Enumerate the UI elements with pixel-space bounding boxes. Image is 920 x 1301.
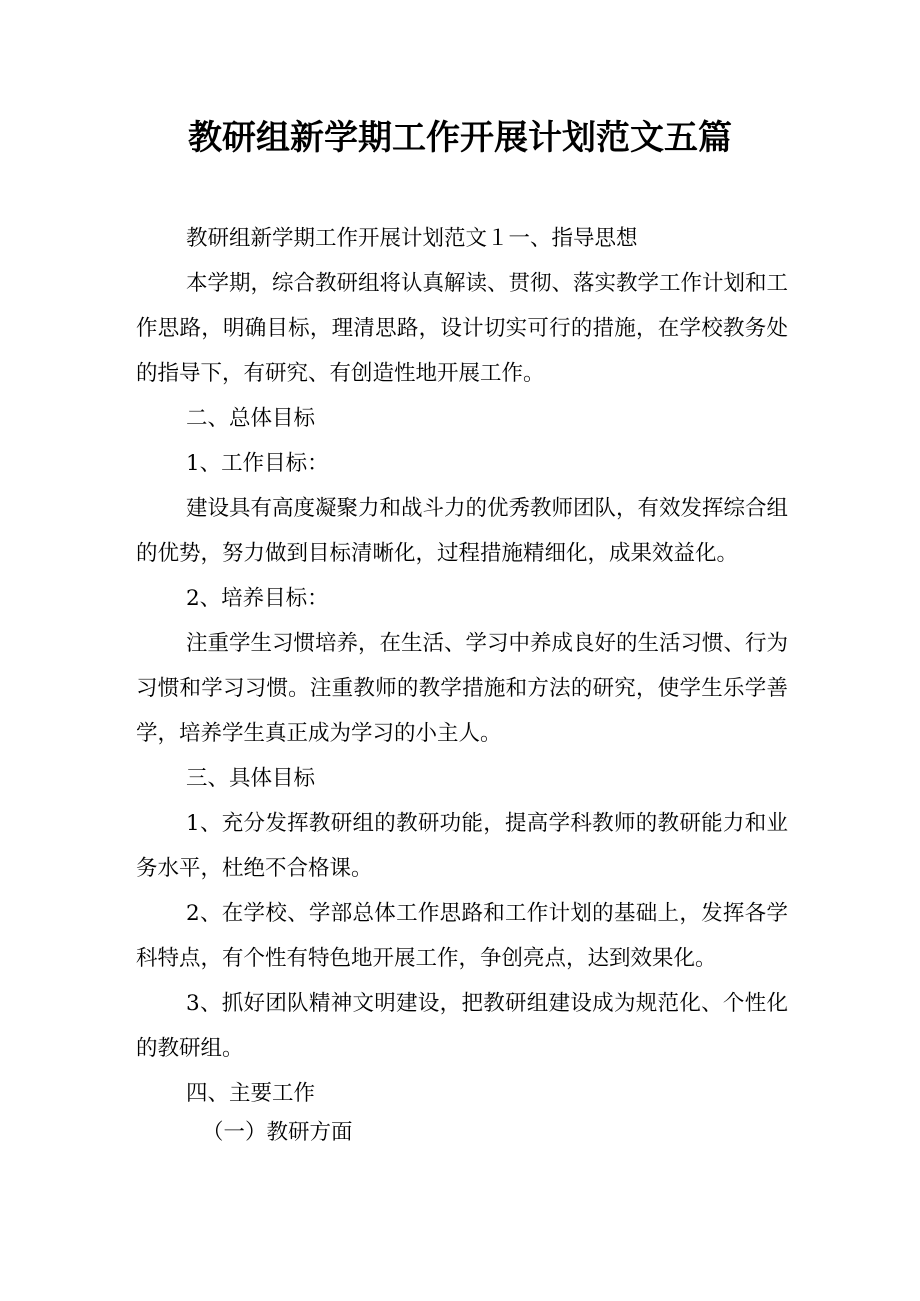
paragraph-specific-goal-1: 1、充分发挥教研组的教研功能，提高学科教师的教研能力和业务水平，杜绝不合格课。 xyxy=(136,811,788,881)
document-body xyxy=(136,216,788,1150)
subheading-work-goals: 1、工作目标： xyxy=(186,451,329,476)
paragraph-work-goals: 建设具有高度凝聚力和战斗力的优秀教师团队，有效发挥综合组的优势，努力做到目标清晰化，过程措施精细化，成果效益化。 xyxy=(136,496,789,566)
section-heading-specific-goals: 三、具体目标 xyxy=(186,766,316,791)
paragraph-training-goals: 注重学生习惯培养，在生活、学习中养成良好的生活习惯、行为习惯和学习习惯。注重教师的教学措施和方法的研究，使学生乐学善学，培养学生真正成为学习的小主人。 xyxy=(136,631,789,746)
section-heading-main-work: 四、主要工作 xyxy=(186,1081,316,1106)
paragraph-specific-goal-2: 2、在学校、学部总体工作思路和工作计划的基础上，发挥各学科特点，有个性有特色地开展工作，争创亮点，达到效果化。 xyxy=(136,901,788,971)
section-heading-overall-goals: 二、总体目标 xyxy=(186,406,316,431)
paragraph-specific-goal-3: 3、抓好团队精神文明建设，把教研组建设成为规范化、个性化的教研组。 xyxy=(136,991,788,1061)
subheading-training-goals: 2、培养目标： xyxy=(186,586,329,611)
paragraph-intro-heading: 教研组新学期工作开展计划范文１一、指导思想 xyxy=(186,226,638,251)
document-title: 教研组新学期工作开展计划范文五篇 xyxy=(188,118,732,158)
paragraph-guiding-ideology: 本学期，综合教研组将认真解读、贯彻、落实教学工作计划和工作思路，明确目标，理清思路，设计切实可行的措施，在学校教务处的指导下，有研究、有创造性地开展工作。 xyxy=(136,271,789,386)
subheading-teaching-research: （一）教研方面 xyxy=(202,1120,353,1145)
